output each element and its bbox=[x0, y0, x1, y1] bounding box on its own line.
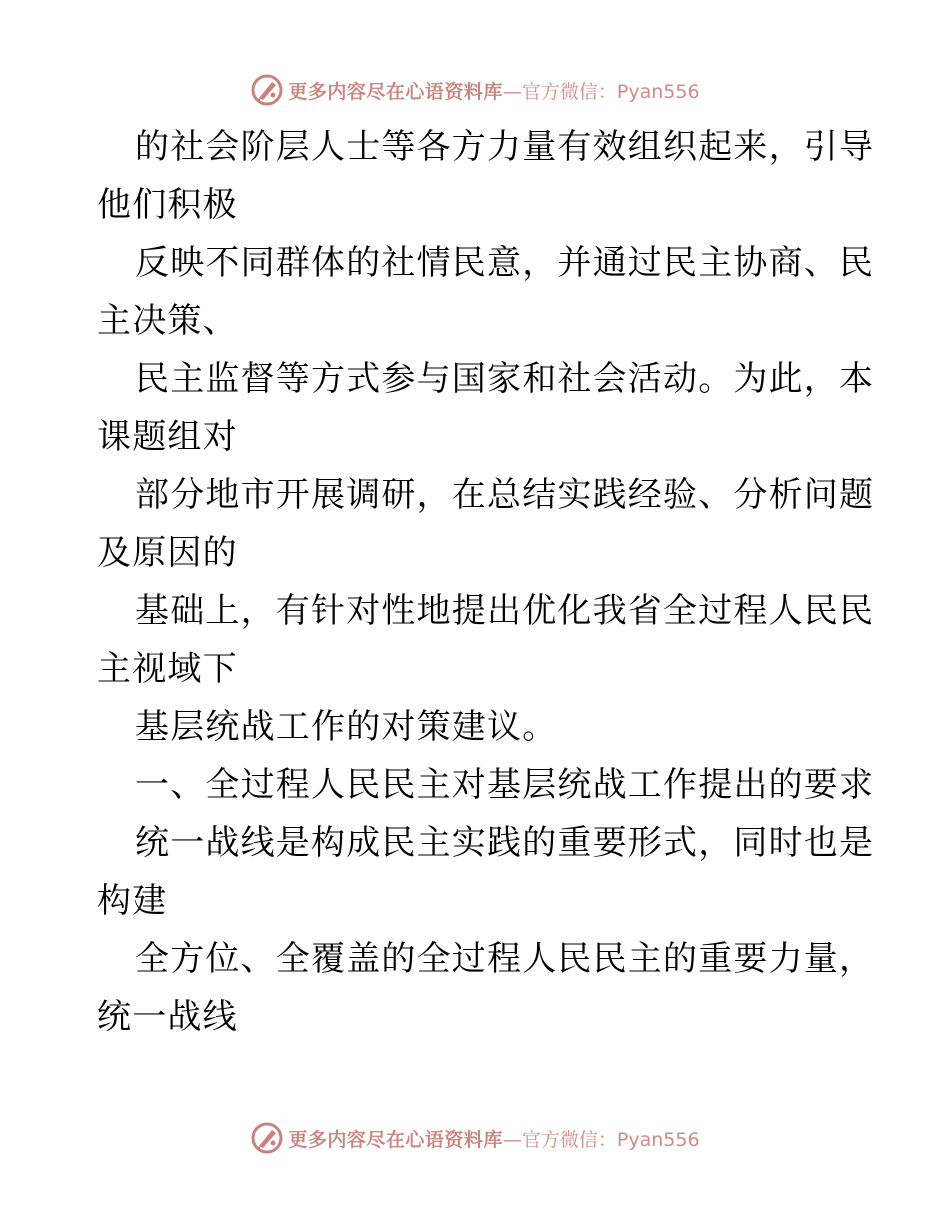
text-line: 的社会阶层人士等各方力量有效组织起来，引导 bbox=[135, 127, 875, 167]
section-heading: 一、全过程人民民主对基层统战工作提出的要求 bbox=[135, 765, 875, 805]
text-line: 统一战线 bbox=[97, 997, 238, 1037]
watermark-main-text: 更多内容尽在心语资料库 bbox=[288, 80, 503, 103]
header-watermark bbox=[0, 70, 950, 110]
watermark-main-text: 更多内容尽在心语资料库 bbox=[288, 1128, 503, 1151]
text-line: 反映不同群体的社情民意，并通过民主协商、民 bbox=[135, 243, 875, 283]
text-line: 主决策、 bbox=[97, 301, 238, 341]
footer-watermark bbox=[0, 1118, 950, 1158]
text-line: 及原因的 bbox=[97, 533, 238, 573]
watermark-sub-text: —官方微信：Pyan556 bbox=[502, 1128, 700, 1151]
text-line: 基层统战工作的对策建议。 bbox=[135, 707, 558, 747]
text-line: 全方位、全覆盖的全过程人民民主的重要力量， bbox=[135, 939, 875, 979]
pen-seal-icon bbox=[250, 1121, 284, 1155]
text-line: 主视域下 bbox=[97, 649, 238, 689]
document-body bbox=[97, 118, 875, 1046]
pen-seal-icon bbox=[250, 73, 284, 107]
watermark-sub-text: —官方微信：Pyan556 bbox=[502, 80, 700, 103]
text-line: 构建 bbox=[97, 881, 168, 921]
text-line: 基础上，有针对性地提出优化我省全过程人民民 bbox=[135, 591, 875, 631]
text-line: 他们积极 bbox=[97, 185, 238, 225]
text-line: 统一战线是构成民主实践的重要形式，同时也是 bbox=[135, 823, 875, 863]
text-line: 课题组对 bbox=[97, 417, 238, 457]
text-line: 民主监督等方式参与国家和社会活动。为此，本 bbox=[135, 359, 875, 399]
text-line: 部分地市开展调研，在总结实践经验、分析问题 bbox=[135, 475, 875, 515]
